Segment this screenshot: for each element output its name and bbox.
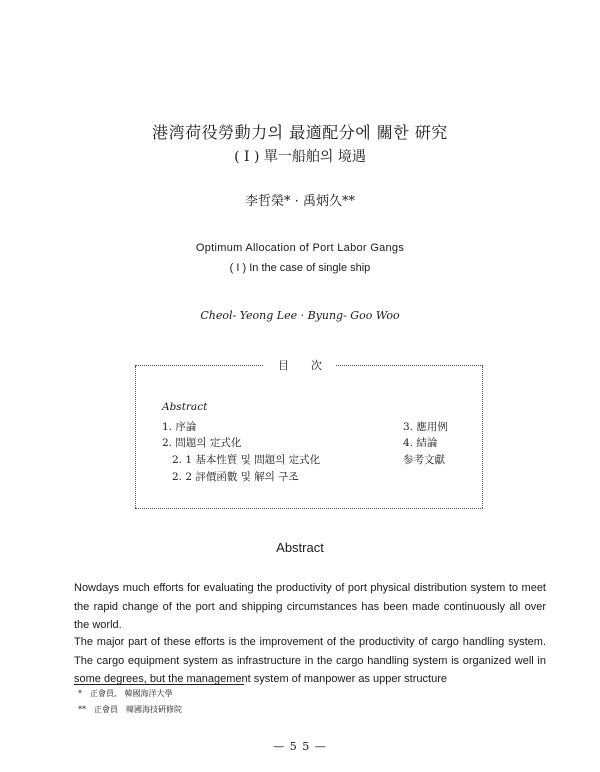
footnote-rule (74, 684, 244, 685)
abstract-paragraph: Nowdays much efforts for evaluating the productivity of port physical distribution system to meet the rapid change of the port and shipping circumstances has been made continuously all over the world. (74, 582, 546, 631)
english-authors: Cheol- Yeong Lee · Byung- Goo Woo (200, 309, 400, 322)
footnote-second-author: ** 正會員 韓國海技硏修院 (78, 705, 182, 714)
abstract-paragraph: The major part of these efforts is the improvement of the productivity of cargo handling system. The cargo equipment system as infrastructure in the cargo handling system is organized well in some degrees, but the management system of manpower as upper structure (74, 636, 546, 685)
toc-item-conclusion: 4. 結論 (403, 437, 438, 449)
abstract-heading: Abstract (276, 540, 324, 555)
footnote-first-author: * 正會員, 韓國海洋大學 (78, 689, 173, 698)
toc-heading: 目 次 (0, 357, 600, 373)
toc-item-evaluation-function: 2. 2 評價函數 및 解의 구조 (172, 471, 299, 483)
korean-title: 港湾荷役勞動力의 最適配分에 關한 硏究 (152, 123, 448, 142)
toc-item-introduction: 1. 序論 (162, 421, 197, 433)
korean-authors: 李哲榮* · 禹炳久** (245, 194, 355, 209)
toc-item-basic-properties: 2. 1 基本性質 및 問題의 定式化 (172, 454, 321, 466)
page-number: — 5 5 — (273, 740, 327, 753)
toc-item-application: 3. 應用例 (403, 421, 448, 433)
english-subtitle: ( I ) In the case of single ship (229, 262, 371, 274)
toc-item-formulation: 2. 問題의 定式化 (162, 437, 242, 449)
toc-item-abstract: Abstract (162, 401, 208, 413)
english-title: Optimum Allocation of Port Labor Gangs (195, 242, 405, 254)
toc-item-references: 参考文獻 (403, 454, 445, 466)
korean-subtitle: ( I ) 單一船舶의 境遇 (234, 149, 366, 165)
